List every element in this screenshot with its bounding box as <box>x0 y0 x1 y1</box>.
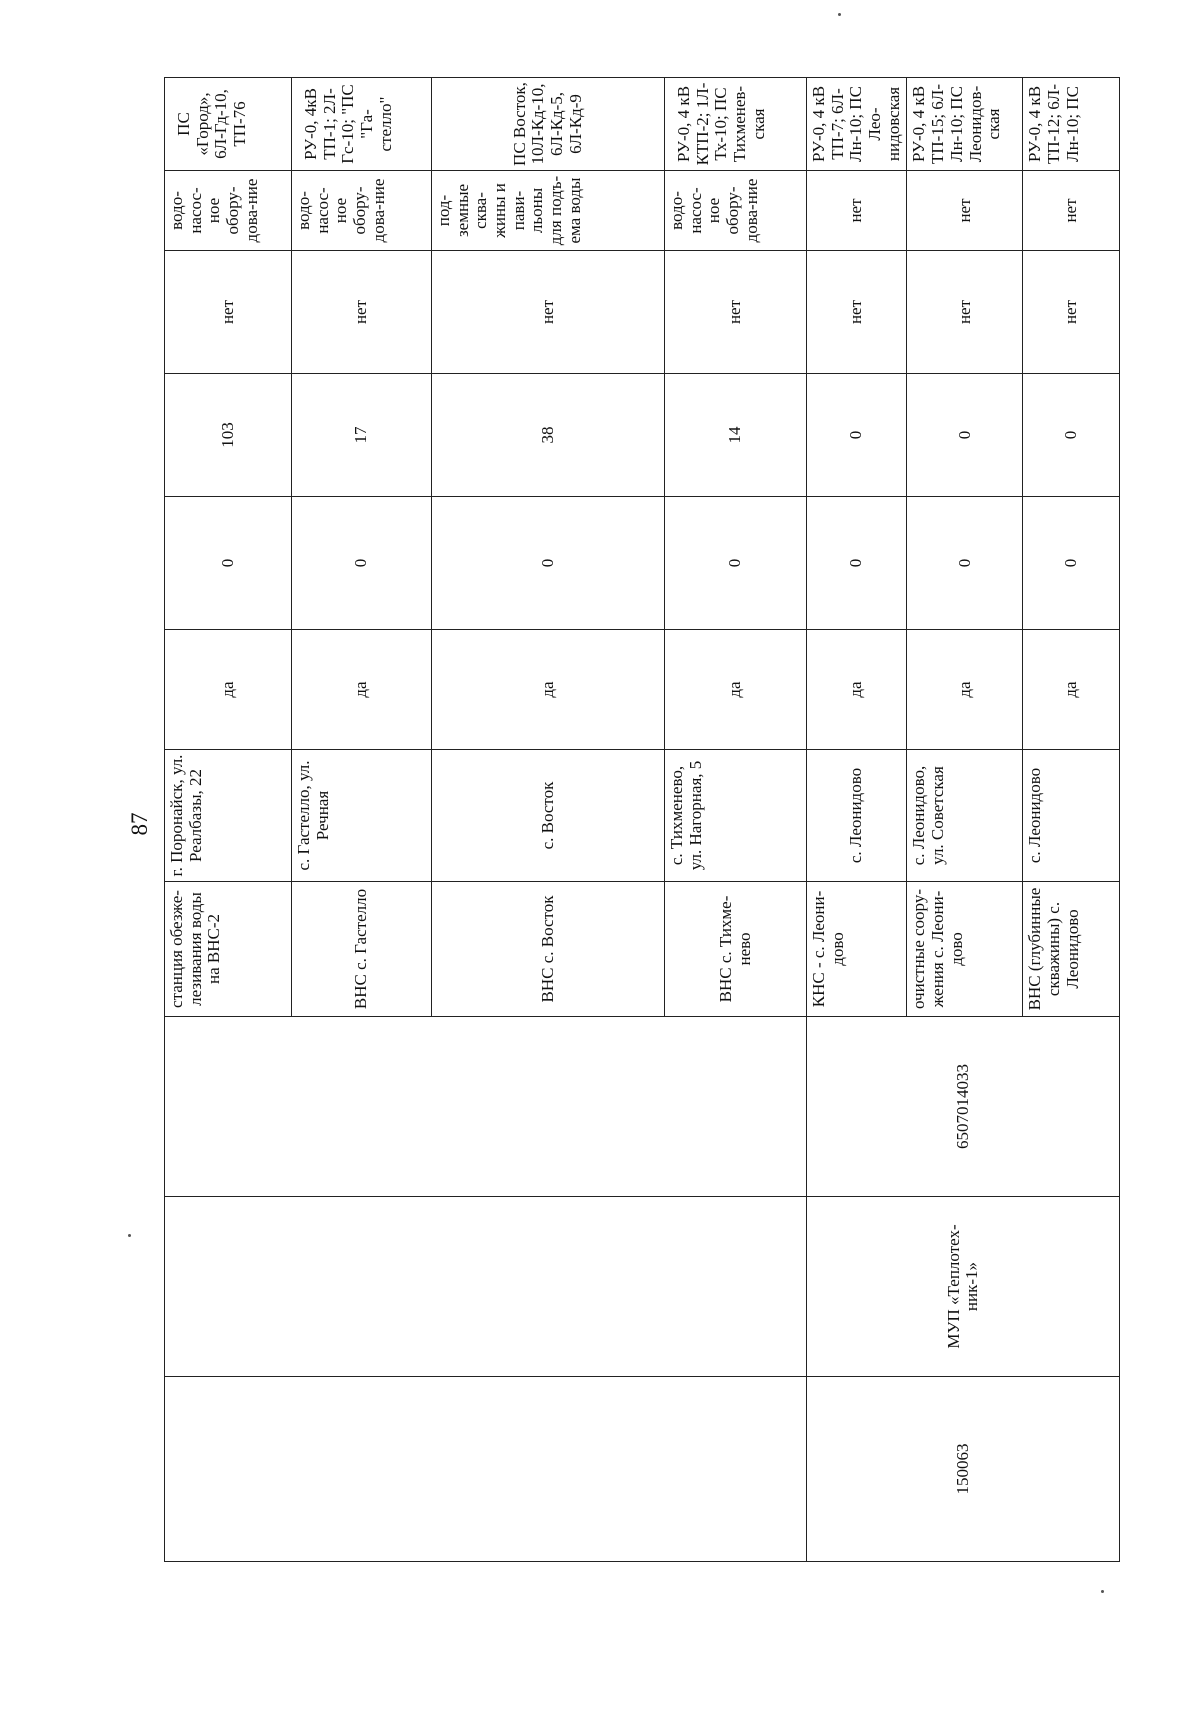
value1-cell: 0 <box>907 497 1023 630</box>
organization-cell <box>165 1197 807 1377</box>
table-row <box>165 78 292 1562</box>
power-source-cell: РУ-0, 4 кВ КТП-2; 1Л-Тх-10; ПС Тихменев-ская <box>665 78 807 171</box>
value1-cell: 0 <box>1023 497 1120 630</box>
power-source-cell: ПС «Город», 6Л-Гд-10, ТП-76 <box>165 78 292 171</box>
document-table-wrapper <box>164 78 1099 1562</box>
status-cell: нет <box>165 251 292 374</box>
value1-cell: 0 <box>292 497 432 630</box>
object-cell: станция обезже-лезивания воды на ВНС-2 <box>165 882 292 1017</box>
address-cell: с. Леонидово, ул. Советская <box>907 750 1023 882</box>
scan-speck <box>128 1234 131 1237</box>
value2-cell: 17 <box>292 374 432 497</box>
value2-cell: 0 <box>807 374 907 497</box>
code-cell <box>165 1377 807 1562</box>
flag-cell: да <box>1023 630 1120 750</box>
table-row <box>807 78 907 1562</box>
object-cell: КНС - с. Леони-дово <box>807 882 907 1017</box>
status-cell: нет <box>1023 251 1120 374</box>
object-cell: ВНС с. Восток <box>432 882 665 1017</box>
status-cell: нет <box>807 251 907 374</box>
inn-cell: 6507014033 <box>807 1017 1120 1197</box>
equipment-cell: водо-насос-ное обору-дова-ние <box>665 171 807 251</box>
value2-cell: 14 <box>665 374 807 497</box>
inn-cell <box>165 1017 807 1197</box>
code-cell: 150063 <box>807 1377 1120 1562</box>
equipment-cell: нет <box>907 171 1023 251</box>
address-cell: с. Восток <box>432 750 665 882</box>
address-cell: г. Поронайск, ул. Реалбазы, 22 <box>165 750 292 882</box>
equipment-cell: водо-насос-ное обору-дова-ние <box>292 171 432 251</box>
status-cell: нет <box>907 251 1023 374</box>
flag-cell: да <box>165 630 292 750</box>
status-cell: нет <box>432 251 665 374</box>
equipment-cell: нет <box>807 171 907 251</box>
status-cell: нет <box>292 251 432 374</box>
flag-cell: да <box>807 630 907 750</box>
equipment-cell: под-земные сква-жины и пави-льоны для подъ-ема воды <box>432 171 665 251</box>
power-source-cell: РУ-0, 4 кВ ТП-15; 6Л-Лн-10; ПС Леонидов-ская <box>907 78 1023 171</box>
page-number: 87 <box>127 812 152 836</box>
equipment-cell: водо-насос-ное обору-дова-ние <box>165 171 292 251</box>
flag-cell: да <box>907 630 1023 750</box>
flag-cell: да <box>665 630 807 750</box>
scan-speck <box>838 13 841 16</box>
value2-cell: 103 <box>165 374 292 497</box>
value2-cell: 0 <box>907 374 1023 497</box>
address-cell: с. Леонидово <box>807 750 907 882</box>
status-cell: нет <box>665 251 807 374</box>
water-facilities-table <box>164 77 1120 1562</box>
value1-cell: 0 <box>432 497 665 630</box>
object-cell: очистные соору-жения с. Леони-дово <box>907 882 1023 1017</box>
value2-cell: 0 <box>1023 374 1120 497</box>
power-source-cell: ПС Восток, 10Л-Кд-10, 6Л-Кд-5, 6Л-Кд-9 <box>432 78 665 171</box>
value1-cell: 0 <box>665 497 807 630</box>
value1-cell: 0 <box>165 497 292 630</box>
address-cell: с. Леонидово <box>1023 750 1120 882</box>
address-cell: с. Гастелло, ул. Речная <box>292 750 432 882</box>
object-cell: ВНС с. Гастелло <box>292 882 432 1017</box>
power-source-cell: РУ-0, 4кВ ТП-1; 2Л-Гс-10; "ПС "Га-стелло" <box>292 78 432 171</box>
power-source-cell: РУ-0, 4 кВ ТП-12; 6Л-Лн-10; ПС <box>1023 78 1120 171</box>
organization-cell: МУП «Теплотех-ник-1» <box>807 1197 1120 1377</box>
object-cell: ВНС (глубинные скважины) с. Леонидово <box>1023 882 1120 1017</box>
equipment-cell: нет <box>1023 171 1120 251</box>
value1-cell: 0 <box>807 497 907 630</box>
flag-cell: да <box>432 630 665 750</box>
object-cell: ВНС с. Тихме-нево <box>665 882 807 1017</box>
power-source-cell: РУ-0, 4 кВ ТП-7; 6Л-Лн-10; ПС Лео-нидовская <box>807 78 907 171</box>
flag-cell: да <box>292 630 432 750</box>
value2-cell: 38 <box>432 374 665 497</box>
scan-speck <box>1101 1590 1104 1593</box>
address-cell: с. Тихменево, ул. Нагорная, 5 <box>665 750 807 882</box>
